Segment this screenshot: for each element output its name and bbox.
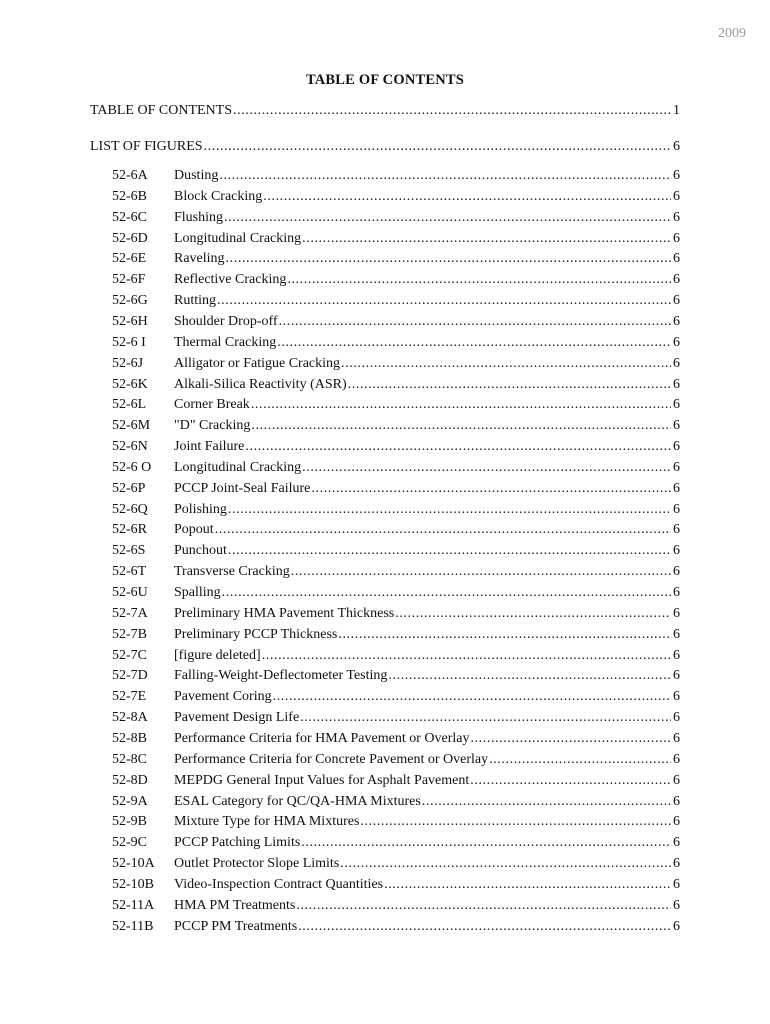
dot-leader <box>296 897 671 914</box>
figure-number: 52-6 O <box>112 459 152 475</box>
dot-leader <box>395 605 671 622</box>
figure-caption: Pavement Design Life <box>174 710 300 726</box>
figure-entry[interactable] <box>112 501 680 518</box>
figure-number: 52-10B <box>112 876 154 892</box>
figure-number: 52-6S <box>112 543 146 559</box>
figure-caption: Popout <box>174 522 214 538</box>
figure-entry[interactable] <box>112 376 680 393</box>
figure-page: 6 <box>673 168 680 183</box>
dot-leader <box>301 834 671 851</box>
dot-leader <box>384 876 671 893</box>
dot-leader <box>302 459 671 476</box>
figure-caption: Video-Inspection Contract Quantities <box>174 876 384 892</box>
figure-page: 6 <box>673 668 680 684</box>
figure-entry[interactable] <box>112 271 680 288</box>
figure-caption: Pavement Coring <box>174 689 272 705</box>
dot-leader <box>360 813 671 830</box>
dot-leader <box>251 396 671 413</box>
dot-leader <box>245 438 671 455</box>
toc-entry-page: 6 <box>673 139 680 154</box>
figure-number: 52-8C <box>112 751 147 767</box>
figure-caption: Flushing <box>174 209 224 225</box>
dot-leader <box>277 334 671 351</box>
dot-leader <box>263 188 671 205</box>
figure-page: 6 <box>673 585 680 600</box>
figure-entry[interactable] <box>112 647 680 664</box>
figure-caption: Dusting <box>174 168 219 183</box>
figure-entry[interactable] <box>112 459 680 476</box>
figure-page: 6 <box>673 501 680 517</box>
figure-entry[interactable] <box>112 793 680 810</box>
figure-page: 6 <box>673 626 680 642</box>
figure-caption: Polishing <box>174 501 227 517</box>
dot-leader <box>204 138 671 155</box>
figure-entry[interactable] <box>112 188 680 205</box>
figure-number: 52-9B <box>112 814 147 830</box>
figure-number: 52-6M <box>112 418 151 434</box>
figure-number: 52-6U <box>112 585 148 600</box>
figure-entry[interactable] <box>112 876 680 893</box>
figure-page: 6 <box>673 689 680 705</box>
figure-caption: Performance Criteria for Concrete Pavement or Overlay <box>174 751 489 767</box>
figure-entry[interactable] <box>112 688 680 705</box>
figure-number: 52-6F <box>112 272 146 288</box>
figure-caption: Raveling <box>174 251 225 267</box>
figure-number: 52-6B <box>112 188 147 204</box>
toc-entry-page: 1 <box>673 103 680 118</box>
figure-caption: PCCP Patching Limits <box>174 835 301 851</box>
figure-page: 6 <box>673 835 680 851</box>
dot-leader <box>340 855 671 872</box>
figure-entry[interactable] <box>112 897 680 914</box>
figure-caption: Punchout <box>174 543 227 559</box>
figure-entry[interactable] <box>112 813 680 830</box>
figure-number: 52-10A <box>112 856 155 872</box>
figure-entry[interactable] <box>112 230 680 247</box>
toc-entry-list-of-figures[interactable] <box>90 138 680 155</box>
figure-caption: Reflective Cracking <box>174 272 287 288</box>
dot-leader <box>279 313 671 330</box>
figure-entry[interactable] <box>112 772 680 789</box>
figure-caption: Performance Criteria for HMA Pavement or Overlay <box>174 730 470 746</box>
figure-entry[interactable] <box>112 584 680 601</box>
figure-entry[interactable] <box>112 438 680 455</box>
figure-number: 52-6E <box>112 251 147 267</box>
figure-page: 6 <box>673 730 680 746</box>
figure-number: 52-11A <box>112 897 155 913</box>
dot-leader <box>217 292 671 309</box>
figure-page: 6 <box>673 751 680 767</box>
dot-leader <box>470 772 671 789</box>
figure-caption: Spalling <box>174 585 221 600</box>
figure-page: 6 <box>673 480 680 496</box>
figure-number: 52-9A <box>112 793 148 809</box>
dot-leader <box>489 751 671 768</box>
dot-leader <box>228 542 671 559</box>
figure-caption: Alligator or Fatigue Cracking <box>174 355 341 371</box>
figure-caption: Preliminary PCCP Thickness <box>174 626 338 642</box>
figure-number: 52-6 I <box>112 334 146 350</box>
figure-caption: Longitudinal Cracking <box>174 459 302 475</box>
figure-number: 52-6D <box>112 230 148 246</box>
figure-entry[interactable] <box>112 167 680 184</box>
figure-caption: MEPDG General Input Values for Asphalt Pavement <box>174 772 470 788</box>
figure-entry[interactable] <box>112 751 680 768</box>
dot-leader <box>302 230 671 247</box>
figure-page: 6 <box>673 647 680 663</box>
figure-number: 52-11B <box>112 918 154 934</box>
figure-caption: Alkali-Silica Reactivity (ASR) <box>174 376 347 392</box>
figure-caption: Rutting <box>174 293 217 309</box>
figure-page: 6 <box>673 605 680 621</box>
figure-page: 6 <box>673 397 680 413</box>
figure-caption: Falling-Weight-Deflectometer Testing <box>174 668 388 684</box>
dot-leader <box>422 793 671 810</box>
figure-entry[interactable] <box>112 667 680 684</box>
figure-page: 6 <box>673 439 680 455</box>
figure-number: 52-7D <box>112 668 148 684</box>
figure-number: 52-6A <box>112 168 148 183</box>
figure-caption: [figure deleted] <box>174 647 261 663</box>
page-title: TABLE OF CONTENTS <box>305 72 465 88</box>
header-year: 2009 <box>718 26 746 41</box>
figure-entry[interactable] <box>112 521 680 538</box>
figure-caption: HMA PM Treatments <box>174 897 296 913</box>
figure-page: 6 <box>673 918 680 934</box>
figure-entry[interactable] <box>112 730 680 747</box>
dot-leader <box>298 918 671 935</box>
figure-caption: ESAL Category for QC/QA-HMA Mixtures <box>174 793 421 809</box>
figure-page: 6 <box>673 376 680 392</box>
figure-page: 6 <box>673 772 680 788</box>
figure-caption: Mixture Type for HMA Mixtures <box>174 814 360 830</box>
figure-page: 6 <box>673 459 680 475</box>
figure-page: 6 <box>673 543 680 559</box>
figure-entry[interactable] <box>112 709 680 726</box>
figure-page: 6 <box>673 313 680 329</box>
figure-page: 6 <box>673 209 680 225</box>
figure-number: 52-8B <box>112 730 147 746</box>
figure-page: 6 <box>673 293 680 309</box>
figure-caption: Joint Failure <box>174 439 245 455</box>
figure-number: 52-9C <box>112 835 147 851</box>
toc-entry-label: LIST OF FIGURES <box>90 139 203 154</box>
figure-number: 52-7E <box>112 689 147 705</box>
figure-entry[interactable] <box>112 250 680 267</box>
figure-number: 52-6L <box>112 397 147 413</box>
figure-number: 52-6C <box>112 209 147 225</box>
figure-page: 6 <box>673 230 680 246</box>
figure-page: 6 <box>673 793 680 809</box>
figure-entry[interactable] <box>112 918 680 935</box>
dot-leader <box>226 250 671 267</box>
figure-number: 52-7A <box>112 605 148 621</box>
dot-leader <box>233 102 671 119</box>
dot-leader <box>228 501 671 518</box>
dot-leader <box>287 271 671 288</box>
figure-number: 52-8A <box>112 710 148 726</box>
figure-page: 6 <box>673 897 680 913</box>
figure-entry[interactable] <box>112 855 680 872</box>
dot-leader <box>388 667 671 684</box>
figure-number: 52-6N <box>112 439 148 455</box>
figure-entry[interactable] <box>112 396 680 413</box>
toc-entry-label: TABLE OF CONTENTS <box>90 103 232 118</box>
figure-entry[interactable] <box>112 834 680 851</box>
figure-caption: Block Cracking <box>174 188 263 204</box>
figure-number: 52-6J <box>112 355 144 371</box>
dot-leader <box>219 167 671 184</box>
figure-page: 6 <box>673 272 680 288</box>
dot-leader <box>311 480 671 497</box>
figure-entry[interactable] <box>112 209 680 226</box>
figure-caption: Longitudinal Cracking <box>174 230 302 246</box>
figure-number: 52-6G <box>112 293 148 309</box>
figure-number: 52-8D <box>112 772 148 788</box>
dot-leader <box>470 730 671 747</box>
figure-caption: Outlet Protector Slope Limits <box>174 856 340 872</box>
figure-page: 6 <box>673 814 680 830</box>
figure-caption: Transverse Cracking <box>174 564 290 580</box>
figure-entry[interactable] <box>112 563 680 580</box>
figure-page: 6 <box>673 876 680 892</box>
figure-caption: PCCP Joint-Seal Failure <box>174 480 311 496</box>
figure-number: 52-6R <box>112 522 147 538</box>
figure-caption: Preliminary HMA Pavement Thickness <box>174 605 395 621</box>
dot-leader <box>224 209 671 226</box>
figure-page: 6 <box>673 355 680 371</box>
figure-entry[interactable] <box>112 480 680 497</box>
figure-entry[interactable] <box>112 626 680 643</box>
figure-entry[interactable] <box>112 605 680 622</box>
dot-leader <box>348 376 671 393</box>
dot-leader <box>341 355 671 372</box>
figure-entry[interactable] <box>112 334 680 351</box>
figure-number: 52-6P <box>112 480 146 496</box>
figure-caption: Corner Break <box>174 397 250 413</box>
dot-leader <box>222 584 671 601</box>
figure-page: 6 <box>673 251 680 267</box>
figure-page: 6 <box>673 188 680 204</box>
dot-leader <box>300 709 671 726</box>
figure-page: 6 <box>673 522 680 538</box>
figure-caption: Thermal Cracking <box>174 334 277 350</box>
figure-page: 6 <box>673 418 680 434</box>
dot-leader <box>215 521 671 538</box>
figure-caption: "D" Cracking <box>174 418 251 434</box>
figure-entry[interactable] <box>112 313 680 330</box>
figure-page: 6 <box>673 710 680 726</box>
dot-leader <box>251 417 671 434</box>
figure-entry[interactable] <box>112 355 680 372</box>
figure-number: 52-6Q <box>112 501 148 517</box>
dot-leader <box>273 688 671 705</box>
figure-entry[interactable] <box>112 292 680 309</box>
figure-caption: PCCP PM Treatments <box>174 918 298 934</box>
figure-number: 52-7B <box>112 626 147 642</box>
figure-entry[interactable] <box>112 417 680 434</box>
figure-number: 52-6H <box>112 313 148 329</box>
dot-leader <box>338 626 671 643</box>
toc-entry-table-of-contents[interactable] <box>90 102 680 119</box>
figure-page: 6 <box>673 564 680 580</box>
figure-entry[interactable] <box>112 542 680 559</box>
figure-number: 52-6T <box>112 564 147 580</box>
figure-number: 52-7C <box>112 647 147 663</box>
dot-leader <box>291 563 671 580</box>
figure-page: 6 <box>673 334 680 350</box>
figure-number: 52-6K <box>112 376 148 392</box>
figure-page: 6 <box>673 856 680 872</box>
dot-leader <box>262 647 671 664</box>
figure-caption: Shoulder Drop-off <box>174 313 278 329</box>
